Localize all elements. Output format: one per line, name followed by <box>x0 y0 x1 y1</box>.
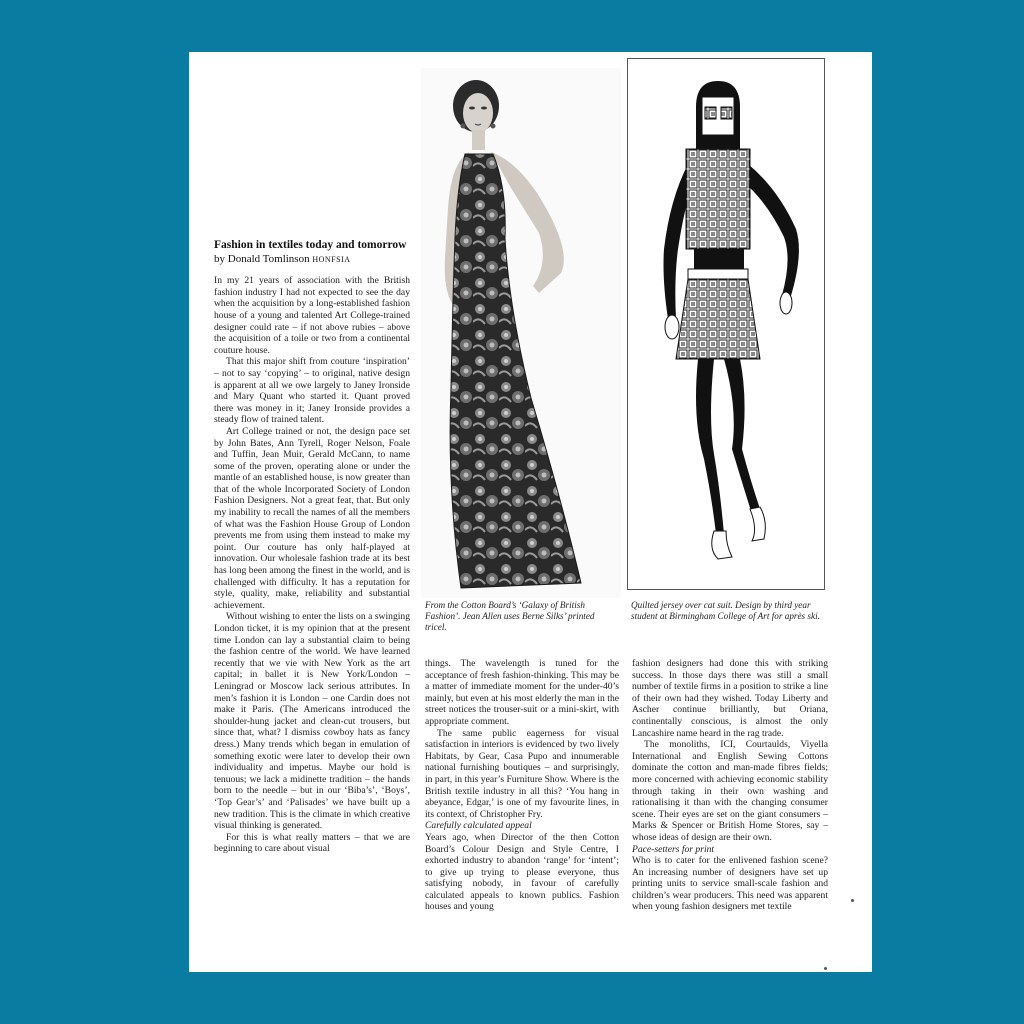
fashion-illustration <box>627 58 825 590</box>
paragraph: Without wishing to enter the lists on a swinging London ticket, it is my opinion that at the present time London can lay a substantial claim to being the fashion centre of the world. We have learned recently that we vie with New York as the art capital; in ballet it is New York/London – Leningrad or Moscow lack serious attributes. In men’s fashion it is London – one Cardin does not make it Paris. (The Americans introduced the shoulder-hung jacket and clean-cut trousers, but since that, what? I dismiss cowboy hats as fancy dress.) Many trends which began in emulation of something exotic were later to develop their own individuality and impetus. Maybe our hold is tenuous; we lack a midinette tradition – the hands born to the needle – but in our ‘Biba’s’, ‘Boys’, ‘Top Gear’s’ and ‘Palisades’ we have built up a new tradition. This is the climate in which creative visual thinking is generated. <box>214 611 410 832</box>
subheading: Carefully calculated appeal <box>425 820 532 832</box>
paragraph: fashion designers had done this with striking success. In those days there was still a small number of textile firms in a position to strike a line of their own had they wished. Today Liberty and Ascher continue brilliantly, but Oriana, continentally conscious, is almost the only Lancashire name heard in the rag trade. <box>632 658 828 739</box>
paragraph: Who is to cater for the enlivened fashion scene? An increasing number of designers have set up printing units to service small-scale fashion and children’s wear producers. This need was apparent when young fashion designers met textile <box>632 855 828 913</box>
paragraph: Years ago, when Director of the then Cotton Board’s Colour Design and Style Centre, I exhorted industry to abandon ‘range’ for ‘intent’; to give up trying to please everyone, thus satisfying nobody, in favour of carefully calculated appeals to known publics. Fashion houses and young <box>425 831 619 913</box>
author: by Donald Tomlinson <box>214 252 310 265</box>
column-1 <box>214 240 410 855</box>
photo-caption: From the Cotton Board’s ‘Galaxy of British Fashion’. Jean Allen uses Berne Silks’ printed tricel. <box>425 600 595 633</box>
paragraph: In my 21 years of association with the British fashion industry I had not expected to see the day when the acquisition by a long-established fashion house of a young and talented Art College-trained designer could rate – if not above rubies – above the acquisition of a toile or two from a continental couture house. <box>214 275 410 356</box>
paragraph: For this is what really matters – that we are beginning to care about visual <box>214 831 410 855</box>
paragraph: things. The wavelength is tuned for the acceptance of fresh fashion-thinking. This may be a matter of immediate moment for the under-40’s mainly, but even at his most elderly the man in the street notices the trouser-suit or a mini-skirt, with appropriate comment. <box>425 658 619 727</box>
page-mark <box>824 967 827 970</box>
column-2 <box>425 658 619 913</box>
paragraph: The same public eagerness for visual satisfaction in interiors is evidenced by two lively Habitats, by Gear, Casa Pupo and innumerable national furnishing boutiques – and surprisingly, in part, in this year’s Furniture Show. Where is the British textile industry in all this? ‘You hang in abeyance, Edgar,’ is one of my favourite lines, in its context, of Christopher Fry. <box>425 727 619 820</box>
author-credentials: HONFSIA <box>312 254 351 264</box>
column-3 <box>632 658 828 913</box>
paragraph: That this major shift from couture ‘inspiration’ – not to say ‘copying’ – to original, native design is apparent at all we owe largely to Janey Ironside and Mary Quant who started it. Quant proved there was money in it; Janey Ironside provides a steady flow of trained talent. <box>214 356 410 426</box>
model-photo <box>421 68 621 598</box>
illustration-caption: Quilted jersey over cat suit. Design by third year student at Birmingham College of Art for après ski. <box>631 600 820 622</box>
article-title: Fashion in textiles today and tomorrow <box>214 239 407 251</box>
subheading: Pace-setters for print <box>632 843 715 855</box>
page-mark <box>851 899 854 902</box>
magazine-page <box>189 52 872 972</box>
paragraph: The monoliths, ICI, Courtaulds, Viyella International and English Sewing Cottons dominate the cotton and man-made fibres fields; more concerned with achieving economic stability through taking in their own washing and rationalising it than with the changing consumer scene. Their eyes are set on the giant consumers – Marks & Spencer or British Home Stores, say – whose ideas of design are their own. <box>632 739 828 843</box>
byline <box>214 254 410 266</box>
paragraph: Art College trained or not, the design pace set by John Bates, Ann Tyrell, Roger Nelson, Foale and Tuffin, Jean Muir, Gerald McCann, to name some of the proven, operating alone or under the mantle of an established house, is now greater than that of the whole Incorporated Society of London Fashion Designers. Not a great feat, that. But only my inability to recall the names of all the members of what was the Fashion House Group of London prevents me from using them instead to make my point. Our couture has only half-played at innovation. Our wholesale fashion trade at its best has long been among the finest in the world, and is challenged with difficulty. It has a reputation for style, quality, make, reliability and substantial achievement. <box>214 425 410 611</box>
